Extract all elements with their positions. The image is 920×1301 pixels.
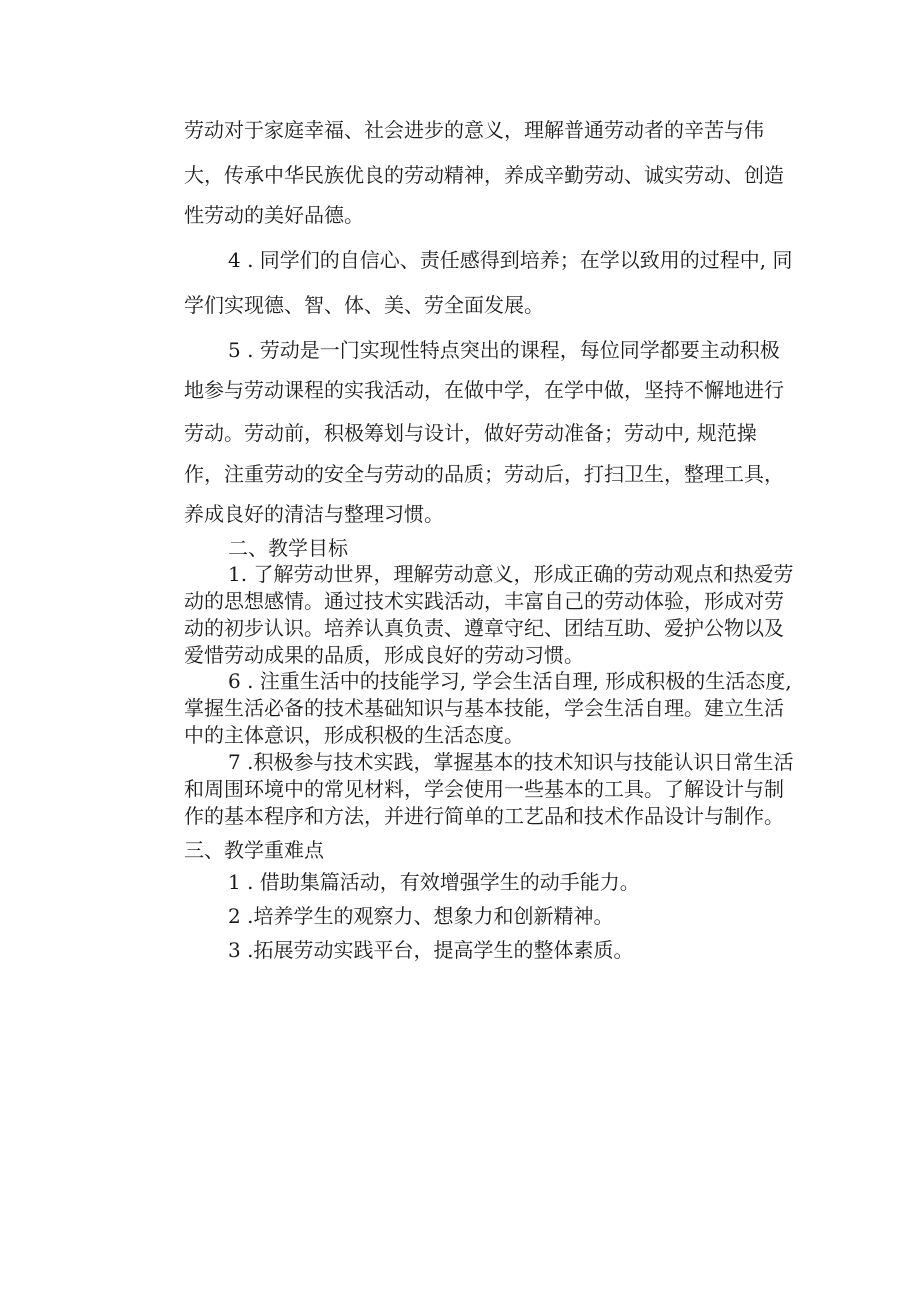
paragraph-line: 4 . 同学们的自信心、责任感得到培养；在学以致用的过程中, 同 — [228, 248, 793, 272]
paragraph-line: 学们实现德、智、体、美、劳全面发展。 — [184, 293, 544, 317]
paragraph-line: 作的基本程序和方法，并进行简单的工艺品和技术作品设计与制作。 — [184, 804, 784, 828]
paragraph-line: 地参与劳动课程的实我活动，在做中学，在学中做，坚持不懈地进行 — [184, 378, 784, 402]
section-heading: 三、教学重难点 — [184, 838, 324, 862]
section-heading: 二、教学目标 — [228, 536, 348, 560]
paragraph-line: 劳动。劳动前，积极筹划与设计，做好劳动准备；劳动中, 规范操 — [184, 421, 757, 445]
paragraph-line: 作，注重劳动的安全与劳动的品质；劳动后，打扫卫生，整理工具， — [184, 462, 784, 486]
paragraph-line: 1. 了解劳动世界，理解劳动意义，形成正确的劳动观点和热爱劳 — [228, 562, 794, 586]
paragraph-line: 动的初步认识。培养认真负责、遵章守纪、团结互助、爱护公物以及 — [184, 616, 784, 640]
paragraph-line: 7 .积极参与技术实践，掌握基本的技术知识与技能认识日常生活 — [228, 750, 794, 774]
paragraph-line: 动的思想感情。通过技术实践活动，丰富自己的劳动体验，形成对劳 — [184, 589, 784, 613]
paragraph-line: 性劳动的美好品德。 — [184, 203, 364, 227]
list-item: 1 . 借助集篇活动，有效增强学生的动手能力。 — [228, 870, 640, 894]
list-item: 3 .拓展劳动实践平台，提高学生的整体素质。 — [228, 938, 634, 962]
paragraph-line: 中的主体意识，形成积极的生活态度。 — [184, 723, 524, 747]
list-item: 2 .培养学生的观察力、想象力和创新精神。 — [228, 904, 614, 928]
paragraph-line: 爱惜劳动成果的品质，形成良好的劳动习惯。 — [184, 643, 584, 667]
paragraph-line: 大，传承中华民族优良的劳动精神，养成辛勤劳动、诚实劳动、创造 — [184, 163, 784, 187]
paragraph-line: 掌握生活必备的技术基础知识与基本技能，学会生活自理。建立生活 — [184, 696, 784, 720]
paragraph-line: 劳动对于家庭幸福、社会进步的意义，理解普通劳动者的辛苦与伟 — [184, 118, 764, 142]
paragraph-line: 5 . 劳动是一门实现性特点突出的课程，每位同学都要主动积极 — [228, 338, 780, 362]
paragraph-line: 6 . 注重生活中的技能学习, 学会生活自理, 形成积极的生活态度, — [228, 669, 792, 693]
paragraph-line: 养成良好的清洁与整理习惯。 — [184, 502, 444, 526]
paragraph-line: 和周围环境中的常见材料，学会使用一些基本的工具。了解设计与制 — [184, 777, 784, 801]
